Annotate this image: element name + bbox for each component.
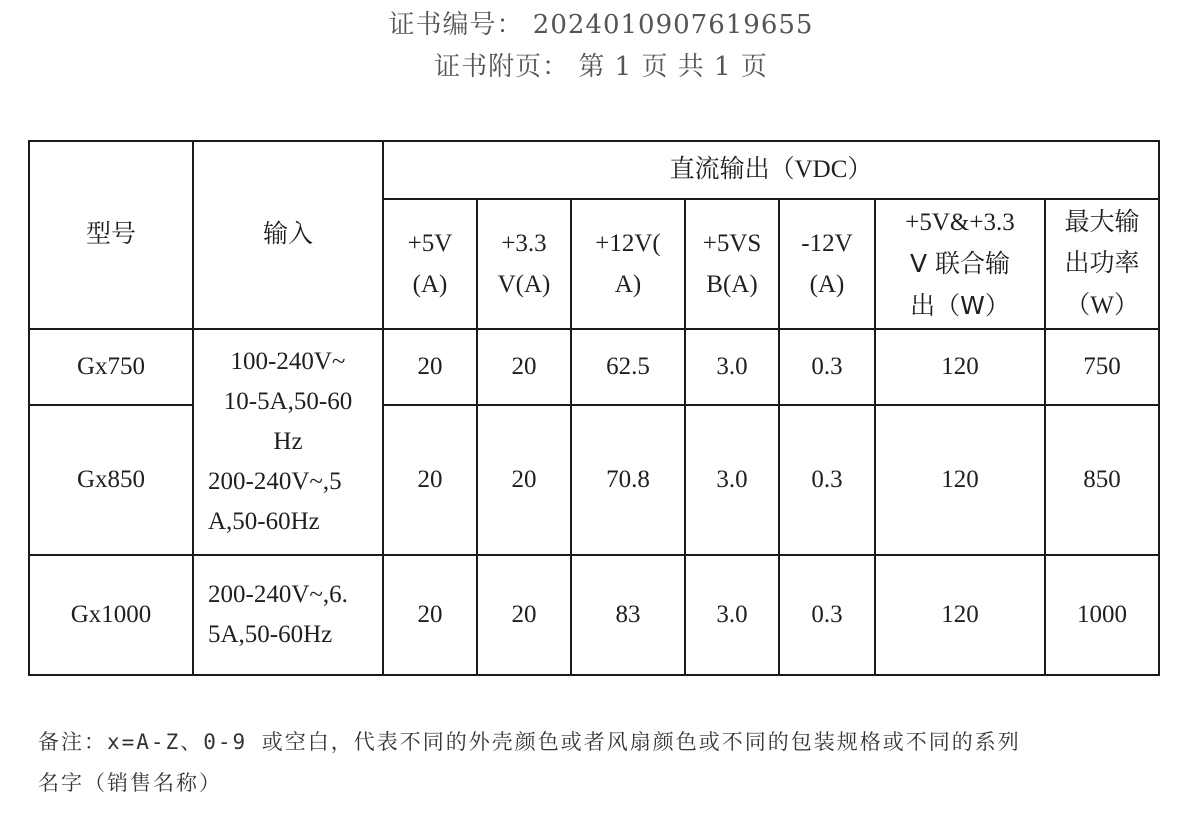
subheader-line: B(A) bbox=[706, 271, 758, 298]
subheader-line: +5VS bbox=[702, 229, 762, 257]
header-row-top bbox=[29, 141, 1159, 199]
cell-5vsb: 3.0 bbox=[685, 555, 779, 675]
cell-3v3: 20 bbox=[477, 405, 571, 555]
header-dc-output: 直流输出（VDC） bbox=[383, 141, 1159, 199]
footnote-line: 备注：x=A-Z、0-9 或空白，代表不同的外壳颜色或者风扇颜色或不同的包装规格或不同的系列 bbox=[38, 730, 1021, 754]
subheader-5vsb bbox=[685, 199, 779, 329]
subheader-line: A) bbox=[614, 271, 642, 298]
table-row bbox=[29, 329, 1159, 405]
subheader-5v bbox=[383, 199, 477, 329]
header-model: 型号 bbox=[29, 141, 193, 329]
cell-max-power: 750 bbox=[1045, 329, 1159, 405]
cell-combined: 120 bbox=[875, 555, 1045, 675]
cell-max-power: 850 bbox=[1045, 405, 1159, 555]
subheader-line: -12V bbox=[801, 229, 853, 257]
cell-input-shared bbox=[193, 329, 383, 555]
cell-minus-12v: 0.3 bbox=[779, 405, 875, 555]
footnote bbox=[38, 722, 1158, 804]
input-line: 200-240V~,5 bbox=[208, 468, 342, 495]
input-line: 200-240V~,6. bbox=[208, 581, 348, 608]
subheader-line: (A) bbox=[412, 271, 448, 298]
cell-5v: 20 bbox=[383, 555, 477, 675]
cell-3v3: 20 bbox=[477, 329, 571, 405]
subheader-line: +5V bbox=[407, 229, 453, 257]
cell-3v3: 20 bbox=[477, 555, 571, 675]
cell-combined: 120 bbox=[875, 405, 1045, 555]
cell-12v: 62.5 bbox=[571, 329, 685, 405]
cell-model: Gx750 bbox=[29, 329, 193, 405]
subheader-combined bbox=[875, 199, 1045, 329]
subheader-line: +3.3 bbox=[501, 229, 547, 257]
cell-5v: 20 bbox=[383, 329, 477, 405]
input-line: 10-5A,50-60 bbox=[223, 388, 353, 415]
cell-max-power: 1000 bbox=[1045, 555, 1159, 675]
footnote-line: 名字（销售名称） bbox=[38, 771, 222, 795]
subheader-max-power bbox=[1045, 199, 1159, 329]
cell-12v: 70.8 bbox=[571, 405, 685, 555]
table-row bbox=[29, 555, 1159, 675]
input-line: A,50-60Hz bbox=[208, 508, 320, 535]
input-line: 5A,50-60Hz bbox=[208, 621, 333, 648]
input-line: Hz bbox=[273, 428, 303, 455]
cell-combined: 120 bbox=[875, 329, 1045, 405]
subheader-line: V(A) bbox=[497, 271, 551, 298]
subheader-12v bbox=[571, 199, 685, 329]
subheader-line: V 联合输 bbox=[909, 249, 1011, 279]
cell-5vsb: 3.0 bbox=[685, 329, 779, 405]
subheader-line: +12V( bbox=[595, 229, 661, 257]
header-input: 输入 bbox=[193, 141, 383, 329]
cell-model: Gx850 bbox=[29, 405, 193, 555]
cell-12v: 83 bbox=[571, 555, 685, 675]
subheader-line: 最大输 bbox=[1064, 209, 1140, 237]
subheader-line: 出功率 bbox=[1064, 250, 1140, 278]
subheader-minus-12v bbox=[779, 199, 875, 329]
input-line: 100-240V~ bbox=[230, 348, 346, 375]
cell-5vsb: 3.0 bbox=[685, 405, 779, 555]
subheader-line: (A) bbox=[809, 271, 845, 298]
subheader-3v3 bbox=[477, 199, 571, 329]
cell-input-gx1000 bbox=[193, 555, 383, 675]
subheader-line: （W） bbox=[1065, 291, 1139, 319]
subheader-line: +5V&+3.3 bbox=[905, 209, 1015, 237]
spec-table bbox=[28, 140, 1160, 676]
cell-minus-12v: 0.3 bbox=[779, 329, 875, 405]
cell-5v: 20 bbox=[383, 405, 477, 555]
cell-model: Gx1000 bbox=[29, 555, 193, 675]
subheader-line: 出（W） bbox=[910, 290, 1010, 320]
certificate-number: 证书编号： 2024010907619655 bbox=[388, 10, 814, 40]
certificate-page-info: 证书附页： 第 1 页 共 1 页 bbox=[434, 52, 768, 82]
cell-minus-12v: 0.3 bbox=[779, 555, 875, 675]
